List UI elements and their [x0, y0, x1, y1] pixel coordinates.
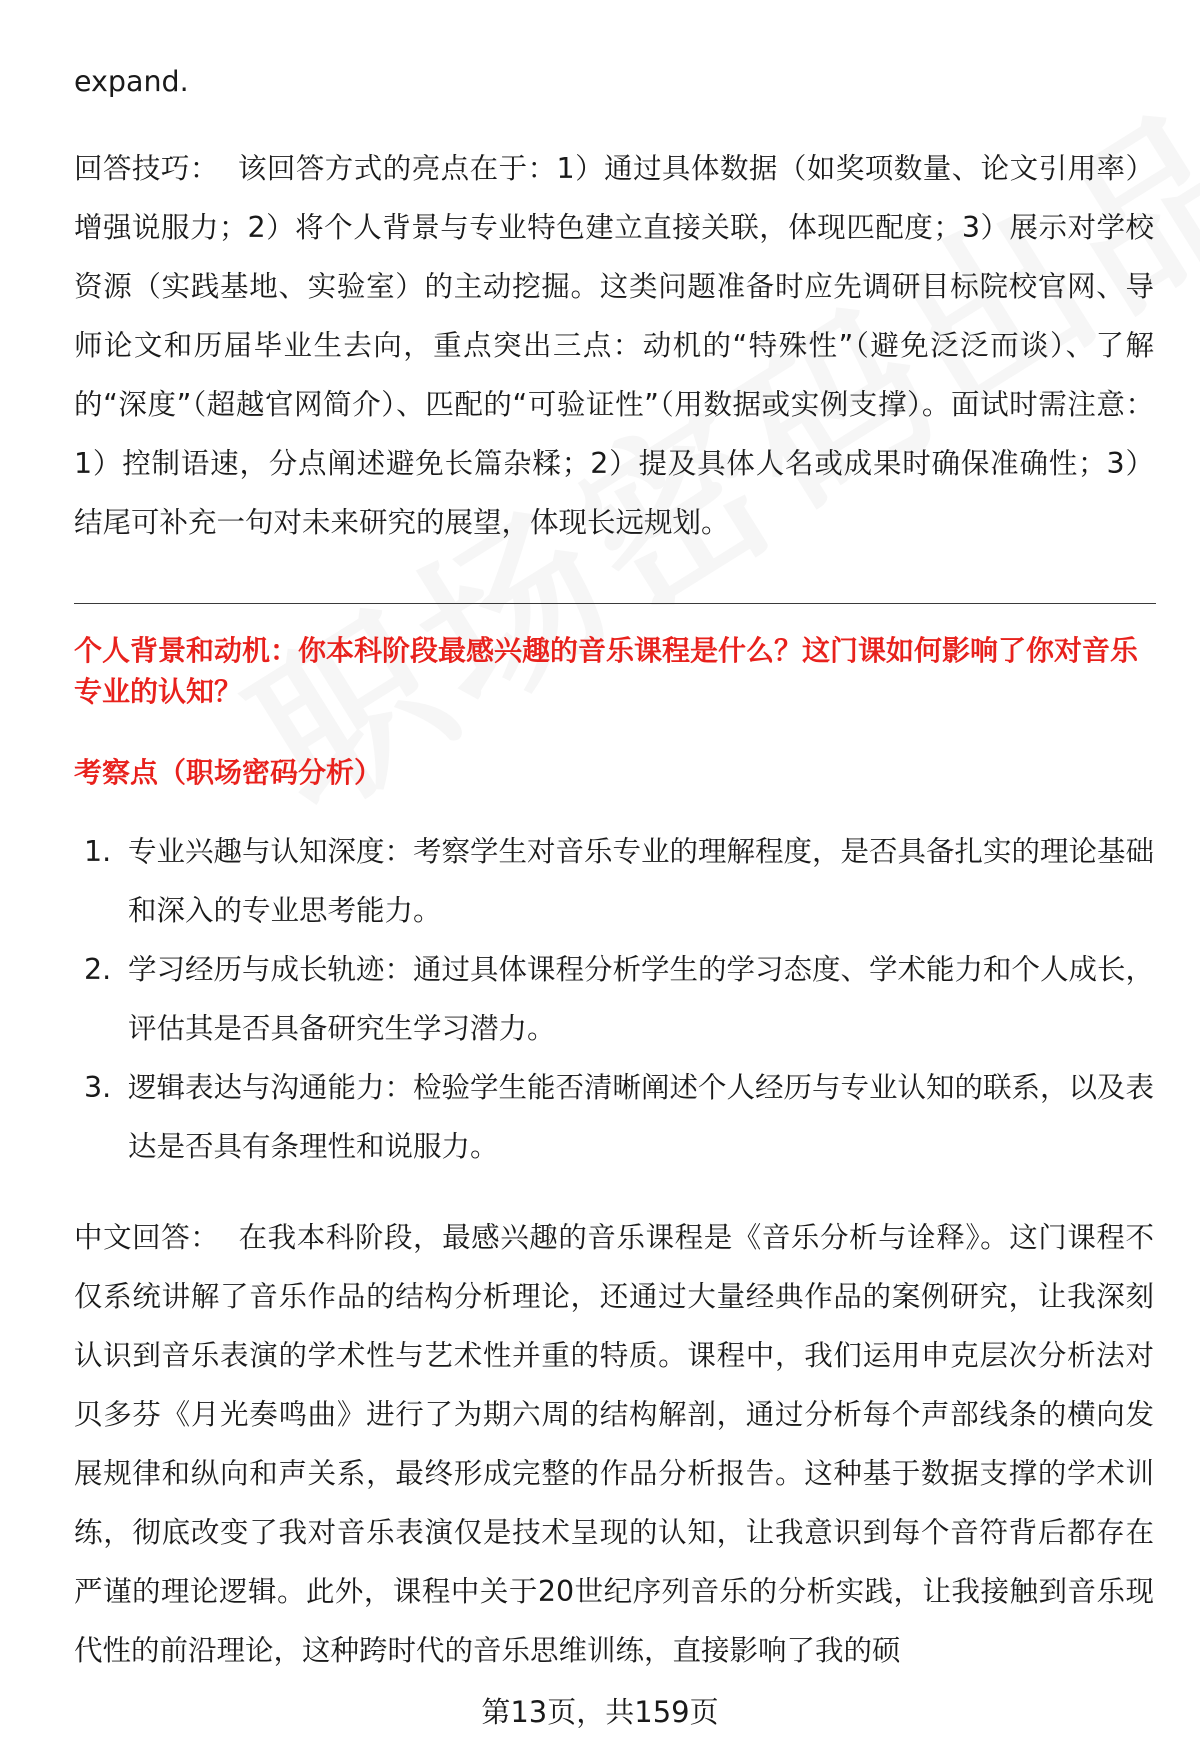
point-text: 专业兴趣与认知深度：考察学生对音乐专业的理解程度，是否具备扎实的理论基础和深入的专业思考能力。 [128, 835, 1155, 927]
answer-text: 在我本科阶段，最感兴趣的音乐课程是《音乐分析与诠释》。这门课程不仅系统讲解了音乐作品的结构分析理论，还通过大量经典作品的案例研究，让我深刻认识到音乐表演的学术性与艺术性并重的特质。课程中，我们运用申克层次分析法对贝多芬《月光奏鸣曲》进行了为期六周的结构解剖，通过分析每个声部线条的横向发展规律和纵向和声关系，最终形成完整的作品分析报告。这种基于数据支撑的学术训练，彻底改变了我对音乐表演仅是技术呈现的认知，让我意识到每个音符背后都存在严谨的理论逻辑。此外，课程中关于20世纪序列音乐的分析实践，让我接触到音乐现代性的前沿理论，这种跨时代的音乐思维训练，直接影响了我的硕 [74, 1221, 1154, 1667]
answer-label: 中文回答： [74, 1221, 220, 1254]
point-number: 2. [84, 953, 112, 986]
continued-text: expand. [74, 65, 189, 98]
point-text: 逻辑表达与沟通能力：检验学生能否清晰阐述个人经历与专业认知的联系，以及表达是否具有条理性和说服力。 [128, 1071, 1155, 1163]
question-heading: 个人背景和动机：你本科阶段最感兴趣的音乐课程是什么？这门课如何影响了你对音乐专业的认知？ [74, 634, 1139, 708]
document-page [74, 0, 1154, 1755]
point-number: 3. [84, 1071, 112, 1104]
point-text: 学习经历与成长轨迹：通过具体课程分析学生的学习态度、学术能力和个人成长，评估其是否具备研究生学习潜力。 [128, 953, 1155, 1045]
assessment-heading: 考察点（职场密码分析） [74, 756, 383, 789]
assessment-points-list [74, 822, 1154, 1176]
chinese-answer-paragraph [74, 1208, 1154, 1680]
tips-text: 该回答方式的亮点在于：1）通过具体数据（如奖项数量、论文引用率）增强说服力；2）将个人背景与专业特色建立直接关联，体现匹配度；3）展示对学校资源（实践基地、实验室）的主动挖掘。这类问题准备时应先调研目标院校官网、导师论文和历届毕业生去向，重点突出三点：动机的“特殊性”（避免泛泛而谈）、了解的“深度”（超越官网简介）、匹配的“可验证性”（用数据或实例支撑）。面试时需注意：1）控制语速，分点阐述避免长篇杂糅；2）提及具体人名或成果时确保准确性；3）结尾可补充一句对未来研究的展望，体现长远规划。 [74, 152, 1154, 539]
page-number-footer: 第13页，共159页 [481, 1695, 719, 1729]
tips-label: 回答技巧： [74, 152, 219, 185]
assessment-point [74, 940, 1154, 1058]
section-divider [74, 603, 1156, 604]
assessment-point [74, 822, 1154, 940]
point-number: 1. [84, 835, 112, 868]
answer-tips-paragraph [74, 139, 1154, 552]
assessment-point [74, 1058, 1154, 1176]
